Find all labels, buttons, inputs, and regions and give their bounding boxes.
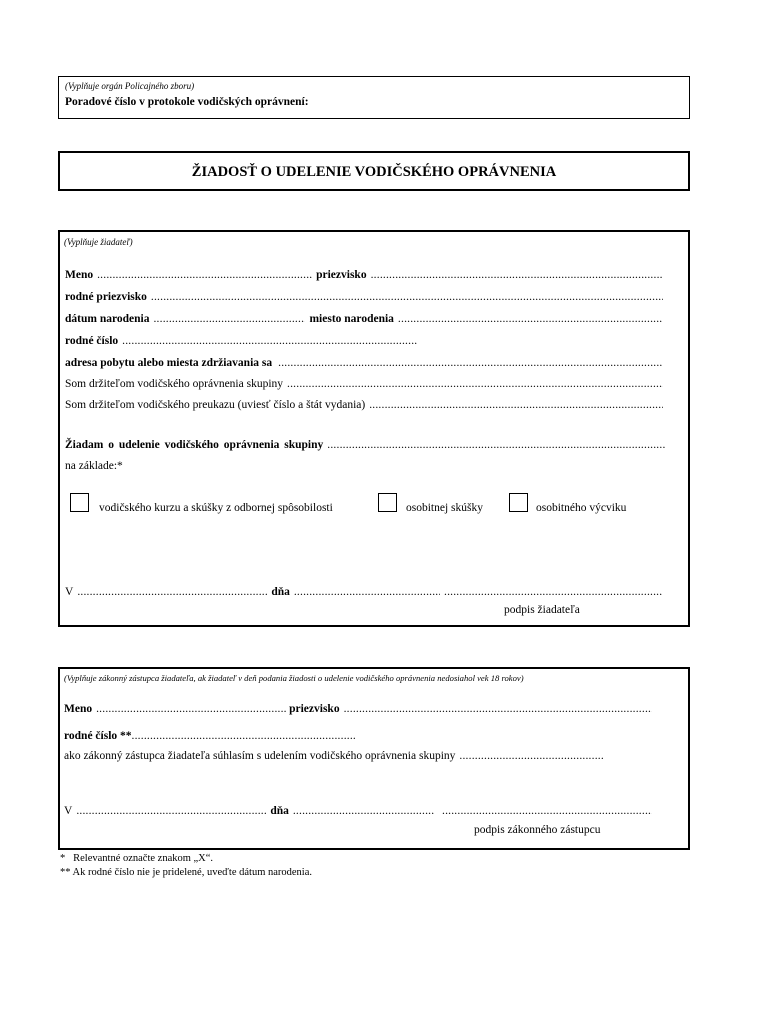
rep-consent-label: ako zákonný zástupca žiadateľa súhlasím s udelením vodičského oprávnenia skupiny (64, 750, 456, 762)
birth-surname-field[interactable] (151, 291, 663, 303)
holder-license-field[interactable] (369, 399, 663, 411)
representative-note: (Vyplňuje zákonný zástupca žiadateľa, ak žiadateľ v deň podania žiadosti o udelenie vodičského oprávnenia nedosiahol vek 18 rokov) (64, 673, 524, 683)
holder-group-label: Som držiteľom vodičského oprávnenia skupiny (65, 378, 284, 390)
rep-place-label: V (64, 805, 73, 817)
birth-surname-row (65, 291, 663, 303)
rep-name-row (64, 703, 652, 715)
rep-surname-label: priezvisko (289, 703, 340, 715)
special-training-checkbox[interactable] (509, 493, 528, 512)
protocol-number-label: Poradové číslo v protokole vodičských oprávnení: (65, 96, 309, 108)
signature-line[interactable] (444, 586, 663, 598)
rep-date-field[interactable] (293, 805, 434, 817)
rep-name-field[interactable] (96, 703, 286, 715)
applicant-section (58, 230, 690, 627)
rep-consent-row (64, 750, 652, 762)
birth-number-label: rodné číslo (65, 335, 119, 347)
birth-surname-label: rodné priezvisko (65, 291, 147, 303)
police-note: (Vyplňuje orgán Policajného zboru) (65, 81, 195, 91)
birth-number-field[interactable] (122, 335, 417, 347)
rep-birth-number-row (64, 730, 356, 742)
special-training-option-label: osobitného výcviku (536, 502, 627, 514)
place-date-row (65, 586, 440, 598)
surname-field[interactable] (371, 269, 663, 281)
rep-birth-number-field[interactable] (132, 730, 356, 742)
course-checkbox[interactable] (70, 493, 89, 512)
rep-place-date-row (64, 805, 434, 817)
rep-signature-line[interactable] (442, 805, 652, 817)
representative-section (58, 667, 690, 850)
place-field[interactable] (77, 586, 267, 598)
footnote-1: * Relevantné označte znakom „X“. (60, 853, 214, 864)
address-label: adresa pobytu alebo miesta zdržiavania sa (65, 357, 273, 369)
special-exam-option-label: osobitnej skúšky (406, 502, 483, 514)
birth-number-row (65, 335, 417, 347)
course-option-label: vodičského kurzu a skúšky z odbornej spôsobilosti (99, 502, 333, 514)
name-row (65, 269, 663, 281)
request-group-field[interactable] (327, 439, 665, 451)
birth-row (65, 313, 663, 325)
place-label: V (65, 586, 74, 598)
name-label: Meno (65, 269, 94, 281)
rep-birth-number-label: rodné číslo ** (64, 730, 132, 742)
title-box (58, 151, 690, 191)
footnote-2: ** Ak rodné číslo nie je pridelené, uveďte dátum narodenia. (60, 867, 312, 878)
birth-place-label: miesto narodenia (309, 313, 394, 325)
holder-license-label: Som držiteľom vodičského preukazu (uviesť číslo a štát vydania) (65, 399, 366, 411)
applicant-signature-label: podpis žiadateľa (504, 604, 580, 616)
rep-surname-field[interactable] (344, 703, 652, 715)
rep-place-field[interactable] (76, 805, 266, 817)
request-row (65, 439, 665, 451)
birth-date-label: dátum narodenia (65, 313, 150, 325)
rep-date-label: dňa (270, 805, 289, 817)
address-row (65, 357, 663, 369)
surname-label: priezvisko (316, 269, 367, 281)
basis-label: na základe:* (65, 460, 123, 472)
date-field[interactable] (294, 586, 440, 598)
holder-license-row (65, 399, 663, 411)
special-exam-checkbox[interactable] (378, 493, 397, 512)
request-label: Žiadam o udelenie vodičského oprávnenia skupiny (65, 439, 324, 451)
birth-place-field[interactable] (398, 313, 663, 325)
holder-group-row (65, 378, 663, 390)
holder-group-field[interactable] (287, 378, 663, 390)
address-field[interactable] (278, 357, 663, 369)
birth-date-field[interactable] (153, 313, 305, 325)
name-field[interactable] (97, 269, 313, 281)
date-label: dňa (271, 586, 290, 598)
rep-name-label: Meno (64, 703, 93, 715)
police-box (58, 76, 690, 119)
applicant-note: (Vyplňuje žiadateľ) (64, 237, 133, 247)
page-title: ŽIADOSŤ O UDELENIE VODIČSKÉHO OPRÁVNENIA (191, 164, 557, 180)
rep-consent-group-field[interactable] (459, 750, 603, 762)
rep-signature-label: podpis zákonného zástupcu (474, 824, 601, 836)
